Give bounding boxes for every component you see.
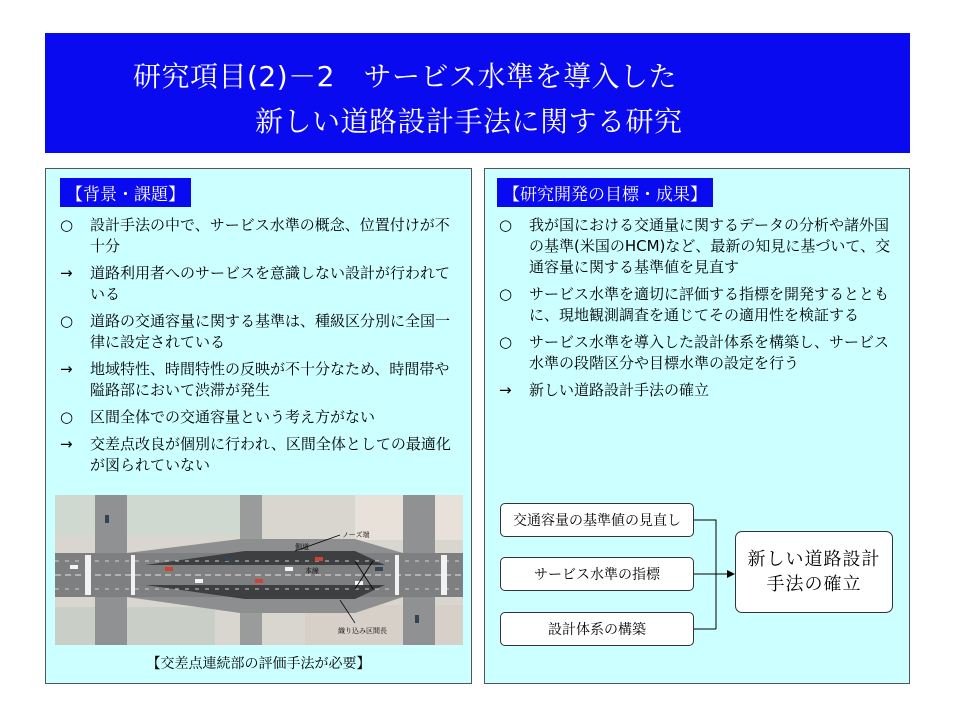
title-line-2: 新しい道路設計手法に関する研究 xyxy=(255,105,683,138)
arrow-marker: → xyxy=(499,381,512,399)
list-item xyxy=(46,311,471,353)
bullet-marker: ○ xyxy=(60,312,74,330)
bullet-marker: ○ xyxy=(499,333,513,351)
goals-results-panel xyxy=(484,168,910,684)
list-item-text: 新しい道路設計手法の確立 xyxy=(529,381,710,399)
list-item xyxy=(46,407,471,428)
list-item-text: 地域特性、時間特性の反映が不十分なため、時間帯や隘路部において渋滞が発生 xyxy=(90,360,450,399)
bullet-marker: ○ xyxy=(60,408,74,426)
list-item xyxy=(46,215,471,257)
bullet-marker: ○ xyxy=(60,216,74,234)
nose-end-label: ノーズ端 xyxy=(342,531,370,539)
weaving-section-label: 織り込み区間長 xyxy=(338,627,387,635)
list-item xyxy=(46,359,471,401)
side-road-label: 側道 xyxy=(295,543,309,551)
list-item-text: サービス水準を導入した設計体系を構築し、サービス水準の段階区分や目標水準の設定を行う xyxy=(529,333,890,372)
title-banner xyxy=(45,33,910,153)
result-line-2: 手法の確立 xyxy=(766,574,862,595)
flow-box-result xyxy=(735,531,893,613)
result-line-1: 新しい道路設計 xyxy=(747,549,881,570)
background-issues-panel xyxy=(45,168,472,684)
bullet-marker: ○ xyxy=(499,216,513,234)
image-caption: 【交差点連続部の評価手法が必要】 xyxy=(146,656,371,672)
intersection-aerial-image xyxy=(55,495,463,645)
left-heading: 【背景・課題】 xyxy=(60,178,191,207)
list-item-text: 区間全体での交通容量という考え方がない xyxy=(90,408,376,426)
flow-box-capacity-review: 交通容量の基準値の見直し xyxy=(500,503,694,537)
intersection-illustration xyxy=(55,495,463,645)
issues-list xyxy=(46,215,471,482)
flow-box-service-indicator: サービス水準の指標 xyxy=(500,557,694,591)
list-item xyxy=(46,434,471,476)
list-item-text: 設計手法の中で、サービス水準の概念、位置付けが不十分 xyxy=(90,216,450,255)
list-item-text: 道路利用者へのサービスを意識しない設計が行われている xyxy=(90,264,451,303)
list-item-text: 道路の交通容量に関する基準は、種級区分別に全国一律に設定されている xyxy=(90,312,451,351)
bullet-marker: ○ xyxy=(499,285,513,303)
arrow-marker: → xyxy=(60,360,73,378)
title-line-1: 研究項目(2)－2 サービス水準を導入した xyxy=(133,60,677,93)
list-item-text: 我が国における交通量に関するデータの分析や諸外国の基準(米国のHCM)など、最新の知見に基づいて、交通容量に関する基準値を見直す xyxy=(529,216,891,276)
list-item xyxy=(46,263,471,305)
arrow-marker: → xyxy=(60,264,73,282)
right-heading: 【研究開発の目標・成果】 xyxy=(497,178,713,207)
main-lane-label: 本線 xyxy=(305,567,319,575)
list-item-text: サービス水準を適切に評価する指標を開発するとともに、現地観測調査を通じてその適用性を検証する xyxy=(529,285,890,324)
flow-box-design-system: 設計体系の構築 xyxy=(500,612,694,646)
list-item-text: 交差点改良が個別に行われ、区間全体としての最適化が図られていない xyxy=(90,435,451,474)
arrow-marker: → xyxy=(60,435,73,453)
